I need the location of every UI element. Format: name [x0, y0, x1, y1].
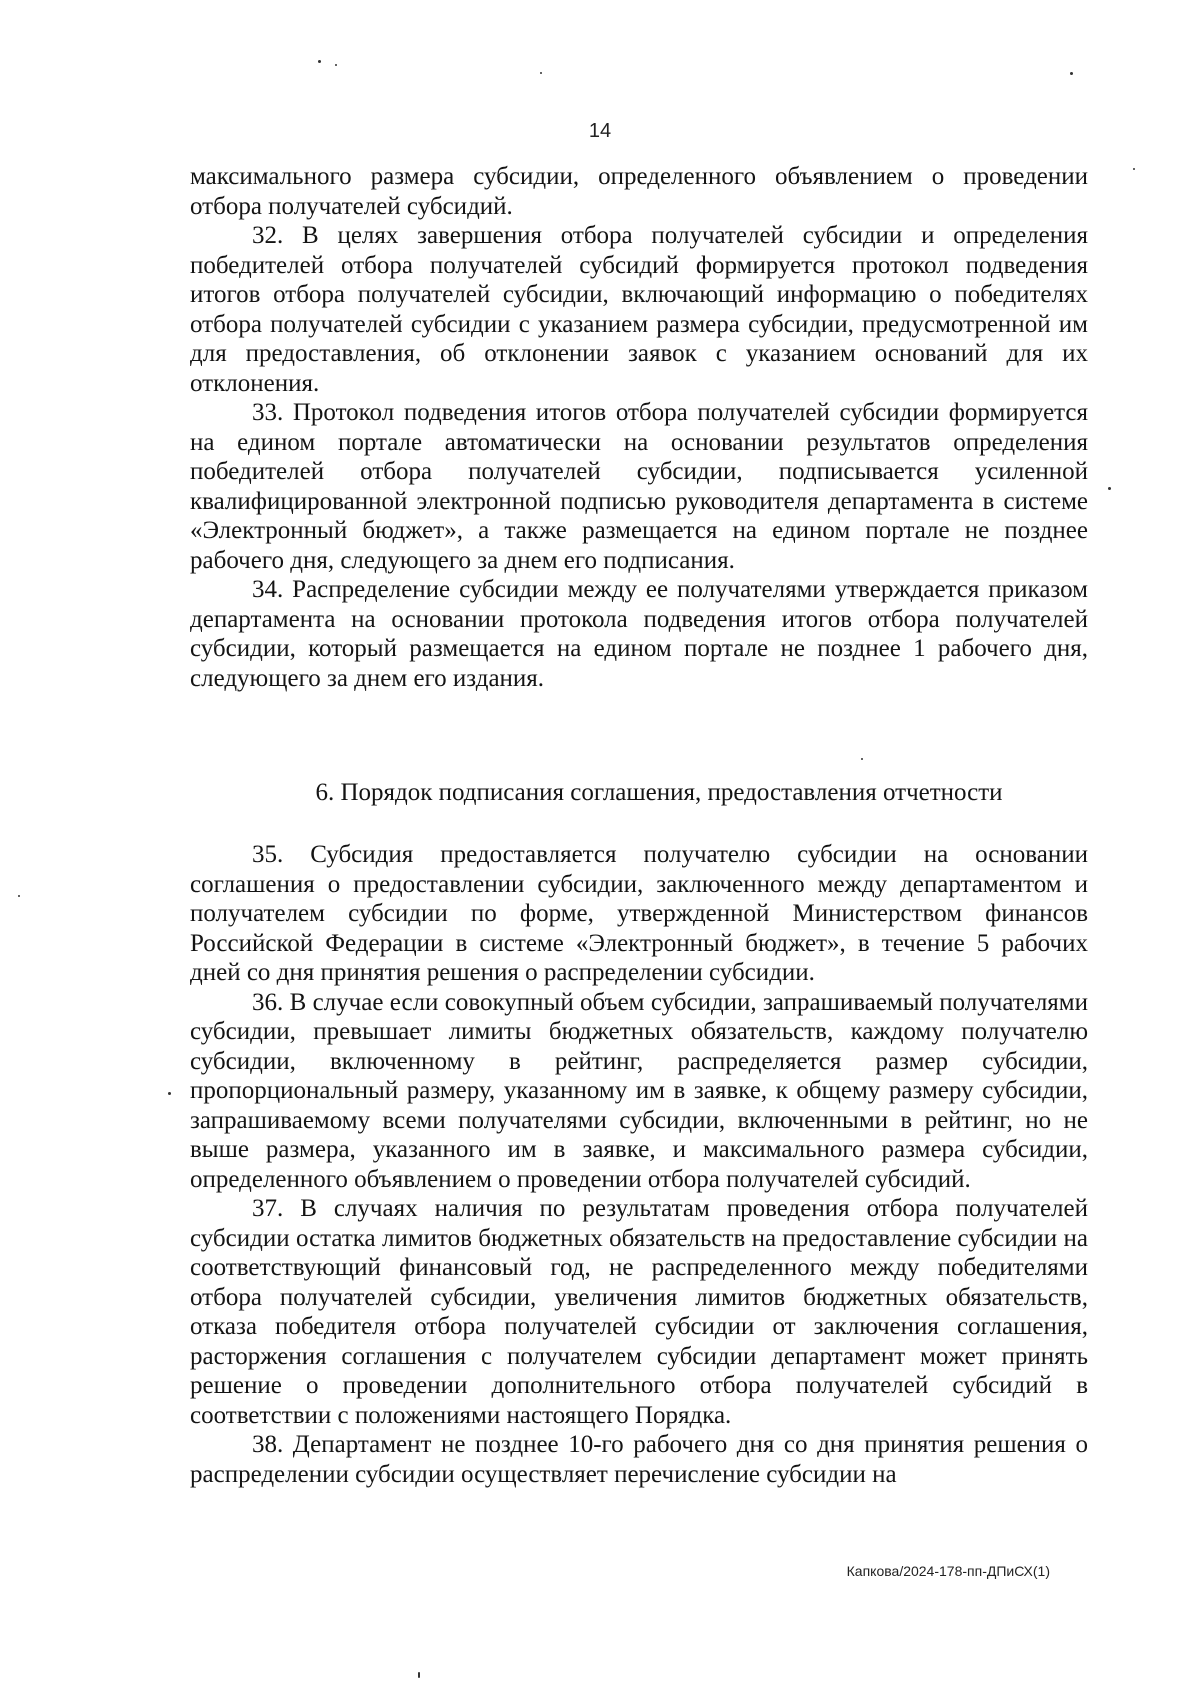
scan-speck [168, 1092, 171, 1095]
page-number: 14 [588, 120, 612, 142]
scan-speck [418, 1672, 420, 1678]
paragraph-33: 33. Протокол подведения итогов отбора получателей субсидии формируется на едином портале автоматически на основании результатов определения победителей отбора получателей субсидии, подписывается усиленной квалифицированной электронной подписью руководителя департамента в системе «Электронный бюджет», а также размещается на едином портале не позднее рабочего дня, следующего за днем его подписания. [190, 399, 1088, 574]
scan-speck [318, 60, 321, 63]
scan-speck [18, 895, 20, 897]
footer-document-code: Капкова/2024-178-пп-ДПиСХ(1) [846, 1563, 1050, 1579]
section-6-heading: 6. Порядок подписания соглашения, предоставления отчетности [315, 779, 1003, 806]
scan-speck [861, 758, 863, 760]
paragraph-32: 32. В целях завершения отбора получателей субсидии и определения победителей отбора получателей субсидий формируется протокол подведения итогов отбора получателей субсидии, включающий информацию о победителях отбора получателей субсидии с указанием размера субсидии, предусмотренной им для предоставления, об отклонении заявок с указанием оснований для их отклонения. [190, 222, 1088, 397]
section-5-end-text [190, 162, 1088, 693]
paragraph-35: 35. Субсидия предоставляется получателю субсидии на основании соглашения о предоставлении субсидии, заключенного между департаментом и получателем субсидии по форме, утвержденной Министерством финансов Российской Федерации в системе «Электронный бюджет», в течение 5 рабочих дней со дня принятия решения о распределении субсидии. [190, 841, 1088, 986]
paragraph-37: 37. В случаях наличия по результатам проведения отбора получателей субсидии остатка лимитов бюджетных обязательств на предоставление субсидии на соответствующий финансовый год, не распределенного между победителями отбора получателей субсидии, увеличения лимитов бюджетных обязательств, отказа победителя отбора получателей субсидии от заключения соглашения, расторжения соглашения с получателем субсидии департамент может принять решение о проведении дополнительного отбора получателей субсидий в соответствии с положениями настоящего Порядка. [190, 1195, 1088, 1429]
scan-speck [1108, 487, 1111, 490]
paragraph-38: 38. Департамент не позднее 10-го рабочего дня со дня принятия решения о распределении субсидии осуществляет перечисление субсидии на [190, 1431, 1088, 1488]
scan-speck [540, 72, 542, 74]
paragraph-34: 34. Распределение субсидии между ее получателями утверждается приказом департамента на основании протокола подведения итогов отбора получателей субсидии, который размещается на едином портале не позднее 1 рабочего дня, следующего за днем его издания. [190, 576, 1088, 692]
section-6-text [190, 840, 1088, 1489]
section-6-heading-wrap [190, 778, 1088, 808]
scan-speck [335, 64, 337, 66]
paragraph-31-continuation: максимального размера субсидии, определенного объявлением о проведении отбора получателей субсидий. [190, 163, 1088, 220]
paragraph-36: 36. В случае если совокупный объем субсидии, запрашиваемый получателями субсидии, превышает лимиты бюджетных обязательств, каждому получателю субсидии, включенному в рейтинг, распределяется размер субсидии, пропорциональный размеру, указанному им в заявке, к общему размеру субсидии, запрашиваемому всеми получателями субсидии, включенными в рейтинг, но не выше размера, указанного им в заявке, и максимального размера субсидии, определенного объявлением о проведении отбора получателей субсидий. [190, 988, 1088, 1193]
scan-speck [1133, 168, 1135, 170]
scan-speck [1070, 72, 1073, 75]
